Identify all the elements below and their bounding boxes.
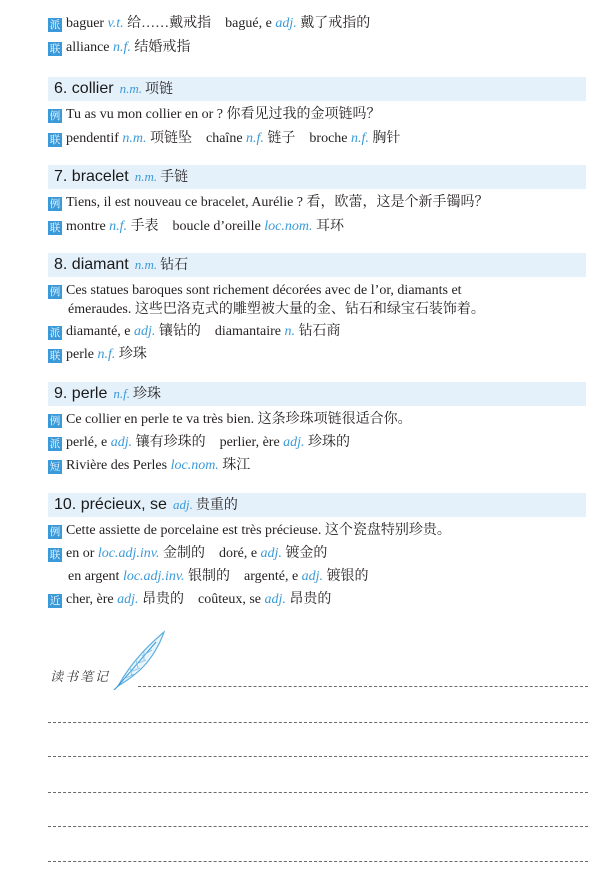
term: chaîne — [206, 131, 247, 146]
translation: 手表 — [127, 219, 159, 234]
entry-word: 10. précieux, se — [54, 496, 167, 513]
note-line — [48, 756, 588, 757]
pos-label: adj. — [264, 592, 286, 607]
tag-badge: 联 — [49, 549, 61, 561]
translation: 耳环 — [312, 219, 345, 234]
term: perlé, e — [66, 435, 111, 450]
translation: 昂贵的 — [285, 592, 332, 607]
term: bagué, e — [225, 16, 276, 31]
pos-label: adj. — [172, 497, 193, 512]
tag-badge: 例 — [49, 110, 61, 122]
pos-label: n.f. — [246, 131, 264, 146]
pos-label: n.m. — [122, 131, 147, 146]
pos-label: n.m. — [134, 257, 158, 272]
tag-badge: 联 — [49, 350, 61, 362]
entry-translation: 项链 — [144, 82, 173, 97]
translation: 给……戴戒指 — [123, 16, 212, 31]
translation: 镶有珍珠的 — [132, 435, 206, 450]
entry-translation: 贵重的 — [195, 498, 238, 513]
example-line — [48, 410, 588, 430]
example-line — [48, 281, 588, 301]
related-line — [48, 345, 588, 365]
entry-word: 6. collier — [54, 80, 114, 97]
translation: 项链坠 — [146, 131, 192, 146]
tag-badge: 派 — [49, 19, 61, 31]
synonym-line — [48, 590, 588, 610]
pos-label: n.m. — [134, 169, 158, 184]
entry-header-diamant — [48, 253, 586, 277]
tag-badge: 例 — [49, 198, 61, 210]
example-line — [48, 521, 588, 541]
translation: 镀银的 — [323, 569, 369, 584]
term: diamanté, e — [66, 324, 135, 339]
term: montre — [66, 219, 110, 234]
pos-label: n.f. — [113, 40, 131, 55]
pos-label: n. — [284, 324, 295, 339]
term: Rivière des Perles — [66, 458, 171, 473]
translation: 银制的 — [184, 569, 231, 584]
tag-badge: 联 — [49, 43, 61, 55]
note-line — [138, 686, 588, 687]
term: cher, ère — [66, 592, 118, 607]
pos-label: v.t. — [107, 16, 124, 31]
translation: 镀金的 — [281, 546, 328, 561]
pos-label: loc.adj.inv. — [97, 546, 160, 561]
entry-word: 8. diamant — [54, 256, 129, 273]
translation: 珍珠的 — [304, 435, 351, 450]
derivative-line — [48, 14, 588, 34]
example-text: Cette assiette de porcelaine est très précieuse. 这个瓷盘特别珍贵。 — [66, 523, 451, 538]
pos-label: n.f. — [109, 219, 128, 234]
note-line — [48, 861, 588, 862]
example-text: Ces statues baroques sont richement décorées avec de l’or, diamants et — [66, 283, 462, 298]
term: perle — [66, 347, 98, 362]
tag-badge: 派 — [49, 327, 61, 339]
tag-badge: 例 — [49, 415, 61, 427]
translation: 戴了戒指的 — [296, 16, 371, 31]
entry-word: 9. perle — [54, 385, 108, 402]
related-line — [48, 38, 588, 58]
entry-header-collier — [48, 77, 586, 101]
example-line-continued — [68, 300, 588, 320]
pos-label: adj. — [134, 324, 156, 339]
pos-label: loc.nom. — [170, 458, 219, 473]
example-line — [48, 105, 588, 125]
reading-notes-label: 读书笔记 — [50, 670, 111, 685]
pos-label: adj. — [275, 16, 297, 31]
phrase-line — [48, 456, 588, 476]
term: coûteux, se — [198, 592, 265, 607]
tag-badge: 近 — [49, 595, 61, 607]
tag-badge: 派 — [49, 438, 61, 450]
term: boucle d’oreille — [172, 219, 265, 234]
example-text: Ce collier en perle te va très bien. 这条珍珠项链很适合你。 — [66, 412, 412, 427]
entry-header-perle — [48, 382, 586, 406]
pos-label: n.f. — [351, 131, 369, 146]
example-text: émeraudes. 这些巴洛克式的雕塑被大量的金、钻石和绿宝石装饰着。 — [68, 302, 485, 317]
tag-badge: 联 — [49, 134, 61, 146]
tag-badge: 例 — [49, 526, 61, 538]
note-line — [48, 792, 588, 793]
note-line — [48, 722, 588, 723]
entry-header-precieux — [48, 493, 586, 517]
term: en or — [66, 546, 98, 561]
pos-label: n.f. — [97, 347, 116, 362]
translation: 昂贵的 — [138, 592, 185, 607]
related-line — [48, 129, 588, 149]
related-line — [48, 544, 588, 564]
term: diamantaire — [214, 324, 285, 339]
pos-label: adj. — [283, 435, 305, 450]
translation: 珍珠 — [115, 347, 147, 362]
feather-icon — [112, 628, 172, 690]
pos-label: adj. — [117, 592, 139, 607]
related-line — [48, 217, 588, 237]
translation: 结婚戒指 — [130, 40, 191, 55]
example-line — [48, 193, 588, 213]
pos-label: n.f. — [113, 386, 130, 401]
term: perlier, ère — [219, 435, 284, 450]
derivative-line — [48, 322, 588, 342]
translation: 珠江 — [218, 458, 251, 473]
entry-translation: 手链 — [160, 170, 189, 185]
translation: 钻石商 — [295, 324, 341, 339]
pos-label: n.m. — [119, 81, 142, 96]
term: baguer — [66, 16, 108, 31]
term: argenté, e — [244, 569, 302, 584]
translation: 镶钻的 — [155, 324, 201, 339]
tag-badge: 联 — [49, 222, 61, 234]
entry-translation: 钻石 — [160, 258, 189, 273]
term: en argent — [68, 569, 123, 584]
pos-label: loc.adj.inv. — [122, 569, 185, 584]
pos-label: adj. — [260, 546, 282, 561]
note-line — [48, 826, 588, 827]
translation: 胸针 — [368, 131, 401, 146]
term: broche — [309, 131, 352, 146]
tag-badge: 短 — [49, 461, 61, 473]
entry-translation: 珍珠 — [133, 387, 161, 402]
example-text: Tu as vu mon collier en or ? 你看见过我的金项链吗？ — [66, 107, 381, 122]
translation: 链子 — [263, 131, 296, 146]
pos-label: adj. — [301, 569, 324, 584]
term: alliance — [66, 40, 114, 55]
term: pendentif — [66, 131, 123, 146]
pos-label: loc.nom. — [264, 219, 313, 234]
related-line-continued — [68, 567, 588, 587]
pos-label: adj. — [110, 435, 133, 450]
entry-header-bracelet — [48, 165, 586, 189]
tag-badge: 例 — [49, 286, 61, 298]
derivative-line — [48, 433, 588, 453]
term: doré, e — [218, 546, 261, 561]
example-text: Tiens, il est nouveau ce bracelet, Aurélie ? 看，欧蕾，这是个新手镯吗？ — [66, 195, 489, 210]
translation: 金制的 — [159, 546, 205, 561]
entry-word: 7. bracelet — [54, 168, 129, 185]
